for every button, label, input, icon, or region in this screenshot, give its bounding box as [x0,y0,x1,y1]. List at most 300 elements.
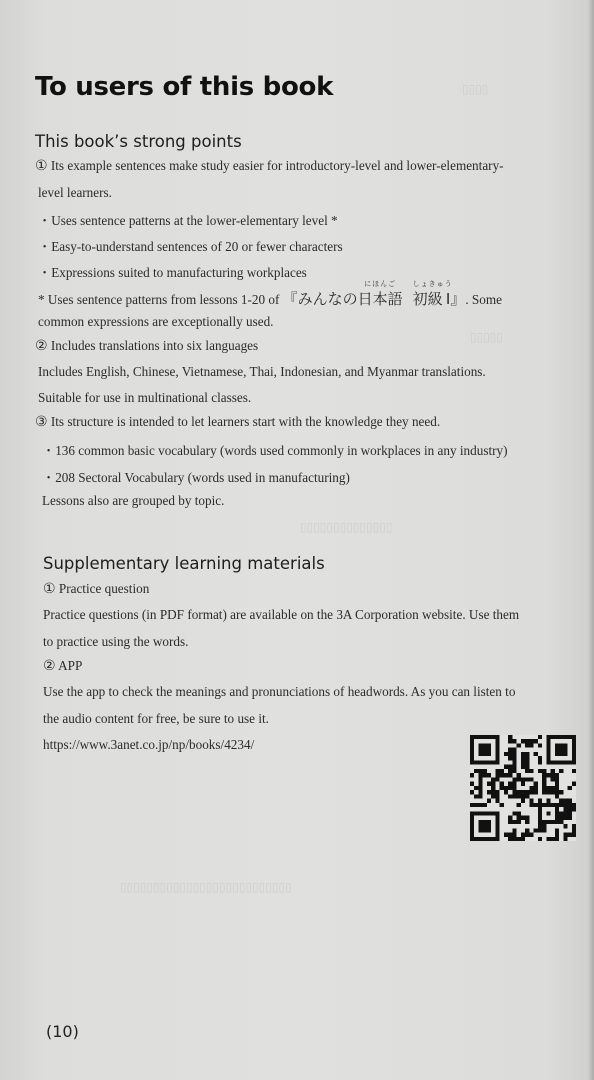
qr-module [551,790,555,794]
qr-module [572,833,576,837]
qr-module [521,756,525,760]
show-through-text: ▯▯▯▯▯▯▯▯▯▯▯▯▯▯ [300,520,393,534]
qr-module [525,765,529,769]
qr-module [546,748,550,752]
qr-module [470,748,474,752]
qr-module [500,782,504,786]
qr-module [470,833,474,837]
qr-module [478,743,482,747]
qr-module [555,760,559,764]
qr-module [504,773,508,777]
qr-module [495,777,499,781]
bullet-text: 208 Sectoral Vocabulary (words used in manufacturing) [55,470,350,485]
qr-module [483,748,487,752]
qr-module [555,782,559,786]
qr-module [529,799,533,803]
qr-module [512,748,516,752]
qr-module [517,803,521,807]
footnote-prefix: * Uses sentence patterns from lessons 1-20 of [38,292,280,307]
qr-module [563,752,567,756]
qr-module [495,760,499,764]
supp-item-2 [43,658,82,674]
website-url[interactable]: https://www.3anet.co.jp/np/books/4234/ [43,737,255,752]
qr-module [538,760,542,764]
qr-module [521,782,525,786]
bullet-text: Expressions suited to manufacturing workplaces [51,265,307,280]
qr-module [555,748,559,752]
qr-module [551,786,555,790]
qr-module [572,803,576,807]
qr-module [500,769,504,773]
point-2-continuation: Suitable for use in multinational classes. [38,390,252,405]
qr-module [559,790,563,794]
qr-module [521,799,525,803]
bullet-item [38,262,307,281]
qr-module [495,773,499,777]
qr-code-icon[interactable] [470,735,576,841]
point-1-continuation: level learners. [38,185,112,200]
qr-module [478,782,482,786]
qr-module [521,765,525,769]
qr-module [478,760,482,764]
point-1-text: Its example sentences make study easier for introductory-level and lower-elementary- [50,158,504,173]
ruby-shokyuu: しょきゅう [412,280,453,288]
qr-module [470,803,474,807]
qr-module [572,748,576,752]
qr-module [487,735,491,739]
qr-module [512,786,516,790]
qr-module [495,799,499,803]
qr-module [555,790,559,794]
qr-module [555,803,559,807]
qr-module [521,816,525,820]
qr-module [474,837,478,841]
point-3 [35,414,440,430]
qr-module [487,799,491,803]
qr-module [495,820,499,824]
qr-module [495,743,499,747]
qr-module [487,820,491,824]
qr-module [525,820,529,824]
qr-module [517,811,521,815]
qr-module [512,765,516,769]
qr-module [534,790,538,794]
point-1 [35,158,504,174]
bullet-item [42,467,350,486]
qr-module [529,739,533,743]
qr-module [572,769,576,773]
qr-module [521,837,525,841]
qr-module [478,786,482,790]
qr-module [546,735,550,739]
qr-module [568,786,572,790]
qr-module [559,799,563,803]
qr-module [568,807,572,811]
qr-module [568,799,572,803]
footnote-suffix: . Some [465,292,502,307]
qr-module [538,837,542,841]
qr-module [529,777,533,781]
qr-module [517,773,521,777]
qr-module [538,743,542,747]
qr-module [559,769,563,773]
qr-module [525,756,529,760]
qr-module [517,816,521,820]
qr-module [568,803,572,807]
qr-module [470,752,474,756]
qr-module [512,820,516,824]
qr-module [555,807,559,811]
point-2 [35,338,258,354]
qr-module [551,777,555,781]
qr-module [563,807,567,811]
qr-module [508,739,512,743]
qr-module [572,828,576,832]
qr-module [512,790,516,794]
point-2-description: Includes English, Chinese, Vietnamese, Thai, Indonesian, and Myanmar translations. [38,364,486,379]
footnote-continuation: common expressions are exceptionally used. [38,314,274,329]
qr-module [491,782,495,786]
bullet-item [38,210,338,229]
qr-module [534,739,538,743]
qr-module [559,752,563,756]
qr-module [563,748,567,752]
qr-module [483,824,487,828]
qr-module [563,760,567,764]
supp-item-1-continuation: to practice using the words. [43,634,189,649]
qr-module [525,769,529,773]
qr-module [551,773,555,777]
qr-module [470,782,474,786]
qr-module [478,752,482,756]
qr-module [478,748,482,752]
qr-module [559,820,563,824]
qr-module [508,752,512,756]
qr-module [474,769,478,773]
qr-module [572,756,576,760]
qr-module [474,735,478,739]
qr-module [470,735,474,739]
bullet-item [38,236,343,255]
qr-module [551,837,555,841]
qr-module [555,777,559,781]
qr-module [495,739,499,743]
qr-module [534,828,538,832]
qr-module [491,837,495,841]
qr-module [504,765,508,769]
qr-module [563,811,567,815]
bullet-text: 136 common basic vocabulary (words used commonly in workplaces in any industry) [55,443,508,458]
qr-module [546,743,550,747]
qr-module [517,820,521,824]
qr-module [470,760,474,764]
qr-module [538,756,542,760]
qr-module [542,769,546,773]
qr-module [487,824,491,828]
qr-module [478,803,482,807]
qr-module [555,837,559,841]
qr-module [504,752,508,756]
qr-module [563,833,567,837]
qr-module [538,735,542,739]
qr-module [512,739,516,743]
qr-module [546,739,550,743]
qr-module [495,833,499,837]
qr-module [512,760,516,764]
qr-module [563,803,567,807]
qr-module [525,752,529,756]
page-title: To users of this book [35,72,334,102]
qr-module [546,756,550,760]
qr-module [542,803,546,807]
bullet-marker: ・ [38,213,52,228]
qr-module [495,824,499,828]
qr-module [508,820,512,824]
qr-module [500,773,504,777]
qr-module [542,824,546,828]
qr-module [474,794,478,798]
section-heading-strong-points: This book’s strong points [35,132,242,151]
qr-module [542,820,546,824]
qr-module [508,782,512,786]
grouped-note: Lessons also are grouped by topic. [42,493,225,508]
qr-module [521,739,525,743]
qr-module [559,760,563,764]
qr-module [546,773,550,777]
qr-module [512,794,516,798]
qr-module [495,794,499,798]
supp-item-1-label: Practice question [58,581,150,596]
qr-module [487,790,491,794]
qr-module [508,794,512,798]
supp-item-2-description: Use the app to check the meanings and pronunciations of headwords. As you can listen to [43,684,516,699]
qr-module [508,773,512,777]
qr-module [572,739,576,743]
qr-module [470,739,474,743]
qr-module [559,743,563,747]
qr-module [487,811,491,815]
qr-module [555,786,559,790]
qr-module [483,773,487,777]
qr-module [508,786,512,790]
qr-module [538,824,542,828]
book-title-d: Ⅰ』 [445,290,466,308]
qr-module [538,799,542,803]
qr-module [508,833,512,837]
qr-module [478,837,482,841]
qr-module [483,828,487,832]
qr-module [529,769,533,773]
qr-module [504,786,508,790]
qr-module [521,794,525,798]
qr-module [483,820,487,824]
qr-module [483,760,487,764]
qr-module [563,735,567,739]
qr-module [470,828,474,832]
qr-module [525,743,529,747]
qr-module [563,743,567,747]
qr-module [525,833,529,837]
qr-module [529,743,533,747]
book-title-a: 『みんなの [282,290,358,308]
show-through-text: ▯▯▯▯▯ [470,330,504,344]
qr-module [546,811,550,815]
bullet-marker: ・ [42,470,56,485]
qr-module [495,752,499,756]
qr-module [470,743,474,747]
qr-module [521,760,525,764]
qr-module [555,820,559,824]
qr-module [538,803,542,807]
qr-module [483,735,487,739]
qr-module [551,735,555,739]
qr-module [551,760,555,764]
qr-module [500,786,504,790]
qr-module [534,803,538,807]
qr-module [512,777,516,781]
qr-module [529,833,533,837]
qr-module [521,752,525,756]
point-1-number: ① [35,158,48,174]
qr-module [512,837,516,841]
qr-module [546,837,550,841]
ruby-nihongo: にほんご [364,280,397,288]
qr-module [474,786,478,790]
qr-module [470,756,474,760]
qr-module [478,824,482,828]
qr-module [491,790,495,794]
qr-module [487,748,491,752]
qr-module [563,816,567,820]
qr-module [478,769,482,773]
qr-module [555,743,559,747]
qr-module [572,782,576,786]
qr-module [572,743,576,747]
qr-module [538,769,542,773]
qr-module [491,794,495,798]
qr-module [504,833,508,837]
qr-module [525,739,529,743]
qr-module [470,820,474,824]
qr-module [546,799,550,803]
qr-module [546,752,550,756]
supp-item-2-number: ② [43,658,56,674]
qr-module [572,760,576,764]
qr-module [563,799,567,803]
qr-module [559,735,563,739]
bullet-item [42,440,508,459]
qr-module [517,790,521,794]
qr-module [525,760,529,764]
qr-module [491,735,495,739]
qr-module [483,811,487,815]
qr-module [512,833,516,837]
qr-module [478,773,482,777]
book-title-c: しょきゅう 初級 [412,280,453,308]
qr-module [568,735,572,739]
qr-module [491,760,495,764]
point-2-number: ② [35,338,48,354]
qr-module [572,752,576,756]
qr-module [470,811,474,815]
qr-module [478,790,482,794]
qr-module [551,820,555,824]
qr-module [508,816,512,820]
qr-module [512,769,516,773]
qr-module [534,752,538,756]
qr-module [534,786,538,790]
qr-module [559,811,563,815]
qr-module [487,782,491,786]
show-through-text: ▯▯▯▯ [462,82,489,96]
qr-module [508,769,512,773]
qr-module [521,790,525,794]
qr-module [512,811,516,815]
page-number: (10) [46,1022,79,1041]
qr-module [542,786,546,790]
qr-module [508,735,512,739]
qr-module [508,756,512,760]
qr-module [555,773,559,777]
qr-module [546,820,550,824]
qr-module [491,777,495,781]
qr-module [568,760,572,764]
qr-module [559,748,563,752]
qr-module [487,773,491,777]
qr-module [491,786,495,790]
qr-module [487,828,491,832]
bullet-text: Easy-to-understand sentences of 20 or fewer characters [51,239,343,254]
qr-module [525,828,529,832]
qr-module [495,756,499,760]
qr-module [487,760,491,764]
qr-module [483,752,487,756]
qr-module [555,811,559,815]
qr-module [508,748,512,752]
qr-module [495,816,499,820]
qr-module [512,752,516,756]
point-2-text: Includes translations into six languages [50,338,259,353]
qr-module [555,816,559,820]
qr-module [508,765,512,769]
qr-module [470,816,474,820]
qr-module [568,816,572,820]
qr-module [538,828,542,832]
qr-module [559,803,563,807]
qr-module [474,803,478,807]
book-title-b: にほんご 日本語 [357,280,403,308]
qr-module [491,811,495,815]
qr-module [546,786,550,790]
bullet-marker: ・ [38,239,52,254]
qr-module [470,773,474,777]
supp-item-2-label: APP [58,658,83,673]
qr-module [563,824,567,828]
qr-module [538,811,542,815]
qr-module [529,803,533,807]
qr-module [525,777,529,781]
point-3-number: ③ [35,414,48,430]
qr-module [474,811,478,815]
qr-module [551,803,555,807]
qr-module [542,782,546,786]
qr-module [508,837,512,841]
qr-module [529,786,533,790]
qr-module [478,794,482,798]
qr-module [555,794,559,798]
qr-module [555,833,559,837]
qr-module [487,743,491,747]
